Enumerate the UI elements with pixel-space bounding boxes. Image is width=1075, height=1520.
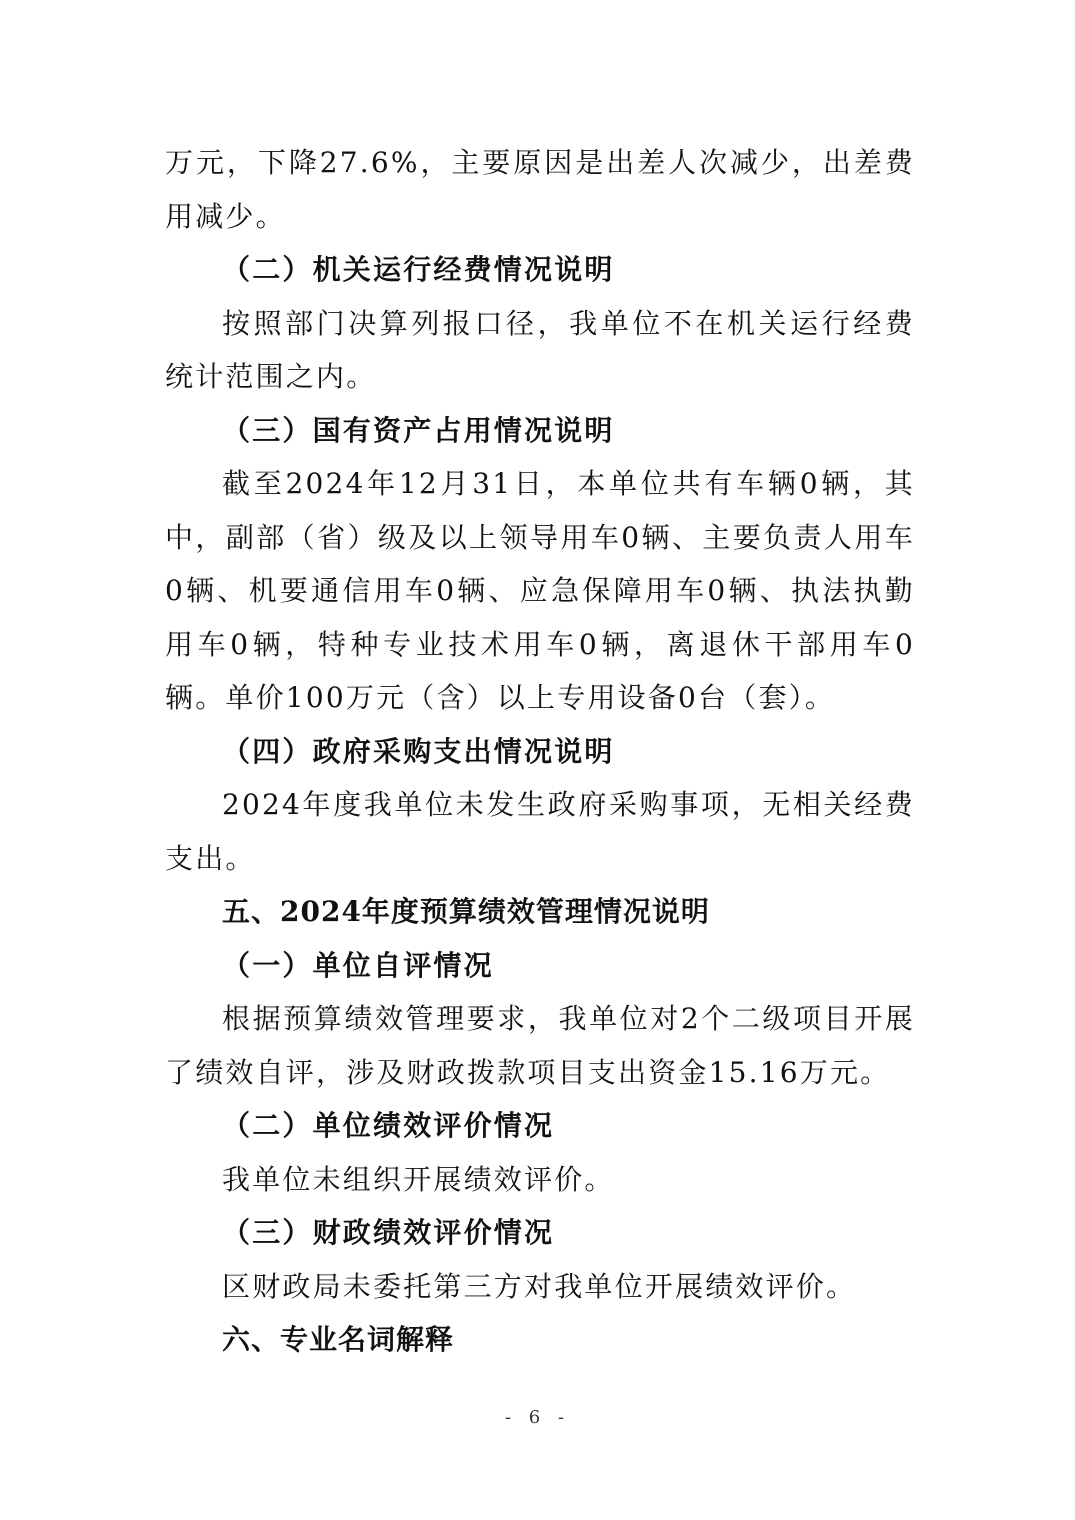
subheading-operating-expenses: （二）机关运行经费情况说明 <box>222 253 615 286</box>
section-heading-glossary: 六、专业名词解释 <box>222 1323 455 1356</box>
document-body <box>165 136 915 1367</box>
paragraph-self-evaluation: 根据预算绩效管理要求，我单位对2个二级项目开展了绩效自评，涉及财政拨款项目支出资金15.16万元。 <box>165 1002 915 1089</box>
subheading-fiscal-evaluation: （三）财政绩效评价情况 <box>222 1216 555 1249</box>
subheading-unit-evaluation: （二）单位绩效评价情况 <box>222 1109 555 1142</box>
subheading-government-procurement: （四）政府采购支出情况说明 <box>222 734 615 768</box>
subheading-state-assets: （三）国有资产占用情况说明 <box>222 413 615 447</box>
paragraph-unit-evaluation: 我单位未组织开展绩效评价。 <box>222 1162 615 1196</box>
paragraph-operating-expenses: 按照部门决算列报口径，我单位不在机关运行经费统计范围之内。 <box>165 306 915 393</box>
subheading-self-evaluation: （一）单位自评情况 <box>222 948 494 982</box>
paragraph-travel-expense-continued: 万元，下降27.6%，主要原因是出差人次减少，出差费用减少。 <box>165 146 915 233</box>
paragraph-state-assets: 截至2024年12月31日，本单位共有车辆0辆，其中，副部（省）级及以上领导用车0辆、主要负责人用车0辆、机要通信用车0辆、应急保障用车0辆、执法执勤用车0辆，特种专业技术用车0辆，离退休干部用车0辆。单价100万元（含）以上专用设备0台（套）。 <box>165 467 915 714</box>
section-heading-performance-management: 五、2024年度预算绩效管理情况说明 <box>222 895 710 928</box>
paragraph-fiscal-evaluation: 区财政局未委托第三方对我单位开展绩效评价。 <box>222 1269 857 1303</box>
paragraph-government-procurement: 2024年度我单位未发生政府采购事项，无相关经费支出。 <box>165 788 915 875</box>
page-number: - 6 - <box>504 1407 571 1428</box>
